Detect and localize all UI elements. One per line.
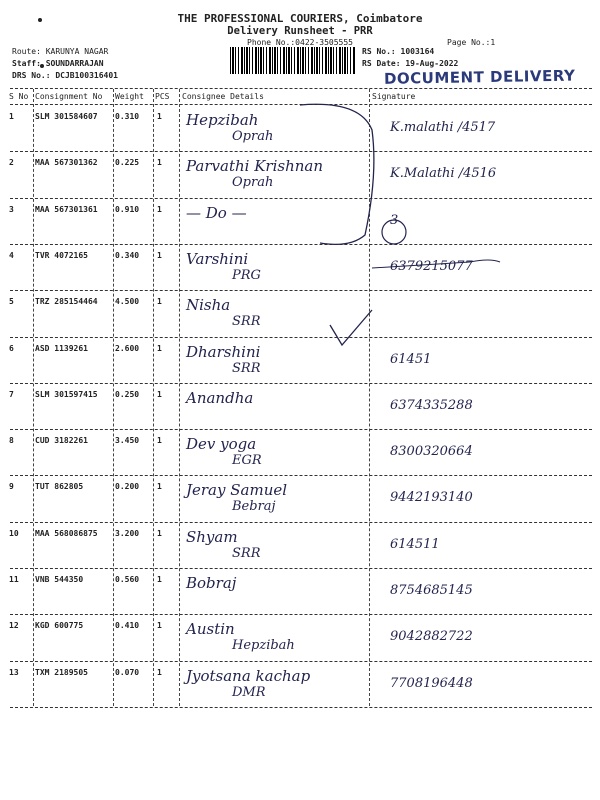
row-sno: 1 <box>9 112 14 121</box>
signature-handwritten: 3 <box>390 212 399 228</box>
pcs-value: 1 <box>157 250 162 260</box>
col-header-consignee: Consignee Details <box>182 92 264 101</box>
pcs-value: 1 <box>157 158 162 168</box>
row-sno: 13 <box>9 667 19 677</box>
consignee-name-handwritten: Austin <box>186 620 235 639</box>
consignee-branch-handwritten: SRR <box>232 314 261 330</box>
drs-number: DRS No.: DCJB100316401 <box>12 71 118 80</box>
consignee-branch-handwritten: Oprah <box>232 129 274 144</box>
col-header-pcs: PCS <box>155 92 170 101</box>
consignee-name-handwritten: Anandha <box>186 388 254 407</box>
consignee-branch-handwritten: PRG <box>232 267 261 283</box>
weight-value: 3.450 <box>115 436 140 446</box>
consignee-branch-handwritten: SRR <box>232 545 261 561</box>
col-header-consignment: Consignment No <box>35 92 103 101</box>
consignment-number: TUT 862805 <box>35 482 84 492</box>
weight-value: 0.410 <box>115 621 140 631</box>
consignment-number: ASD 1139261 <box>35 343 88 353</box>
consignee-name-handwritten: Nisha <box>186 296 231 315</box>
pcs-value: 1 <box>157 667 162 677</box>
consignee-branch-handwritten: EGR <box>232 453 262 469</box>
consignee-name-handwritten: Shyam <box>186 527 238 546</box>
weight-value: 0.225 <box>115 158 140 168</box>
row-sno: 11 <box>9 575 19 584</box>
signature-handwritten: K.malathi /4517 <box>390 120 496 135</box>
signature-handwritten: K.Malathi /4516 <box>390 166 497 182</box>
col-header-weight: Weight <box>115 92 144 101</box>
col-header-sno: S No <box>9 92 29 101</box>
signature-handwritten: 614511 <box>390 536 440 552</box>
weight-value: 0.310 <box>115 112 140 121</box>
signature-handwritten: 9442193140 <box>390 490 473 506</box>
consignee-name-handwritten: Hepzibah <box>186 111 259 129</box>
pcs-value: 1 <box>157 297 162 307</box>
weight-value: 3.200 <box>115 528 140 538</box>
route-label: Route: KARUNYA NAGAR <box>12 47 109 56</box>
document-delivery-stamp: DOCUMENT DELIVERY <box>383 66 576 88</box>
consignee-name-handwritten: Parvathi Krishnan <box>186 157 323 176</box>
row-sno: 5 <box>9 297 14 307</box>
consignment-number: MAA 567301362 <box>35 158 98 168</box>
consignment-number: TVR 4072165 <box>35 250 88 260</box>
consignee-branch-handwritten: Bebraj <box>232 499 276 515</box>
row-sno: 2 <box>9 158 14 168</box>
pcs-value: 1 <box>157 575 162 584</box>
pcs-value: 1 <box>157 389 162 399</box>
weight-value: 2.600 <box>115 343 140 353</box>
consignment-number: KGD 600775 <box>35 621 84 631</box>
row-sno: 7 <box>9 389 14 399</box>
signature-handwritten: 8300320664 <box>390 444 473 460</box>
pcs-value: 1 <box>157 204 162 214</box>
weight-value: 0.070 <box>115 667 140 677</box>
consignee-branch-handwritten: SRR <box>232 360 261 376</box>
pcs-value: 1 <box>157 343 162 353</box>
row-sno: 8 <box>9 436 14 446</box>
page-number: Page No.:1 <box>447 38 496 47</box>
signature-handwritten: 6379215077 <box>390 258 473 274</box>
consignment-number: SLM 301597415 <box>35 389 98 399</box>
consignee-name-handwritten: Varshini <box>186 249 249 268</box>
consignee-name-handwritten: Jeray Samuel <box>186 481 288 500</box>
row-sno: 3 <box>9 204 14 214</box>
pcs-value: 1 <box>157 112 162 121</box>
consignee-name-handwritten: Dev yoga <box>186 435 257 454</box>
signature-handwritten: 8754685145 <box>390 583 473 598</box>
staff-label: Staff: SOUNDARRAJAN <box>12 59 104 68</box>
consignment-number: SLM 301584607 <box>35 112 98 121</box>
consignment-number: TRZ 285154464 <box>35 297 98 307</box>
weight-value: 0.340 <box>115 250 140 260</box>
weight-value: 0.250 <box>115 389 140 399</box>
consignee-name-handwritten: Jyotsana kachap <box>186 666 311 685</box>
signature-handwritten: 9042882722 <box>390 629 473 645</box>
signature-handwritten: 61451 <box>390 351 432 367</box>
weight-value: 0.910 <box>115 204 140 214</box>
consignment-number: VNB 544350 <box>35 575 84 584</box>
weight-value: 0.200 <box>115 482 140 492</box>
row-sno: 12 <box>9 621 19 631</box>
signature-handwritten: 6374335288 <box>390 397 473 413</box>
consignee-branch-handwritten: Oprah <box>232 175 274 191</box>
col-header-signature: Signature <box>372 92 416 101</box>
consignment-number: TXM 2189505 <box>35 667 88 677</box>
consignee-branch-handwritten: Hepzibah <box>232 638 295 654</box>
row-sno: 6 <box>9 343 14 353</box>
row-sno: 4 <box>9 250 14 260</box>
consignee-name-handwritten: Dharshini <box>186 342 261 361</box>
consignment-number: CUD 3182261 <box>35 436 88 446</box>
phone-number: Phone No.:0422-3505555 <box>247 38 353 47</box>
row-sno: 10 <box>9 528 19 538</box>
row-sno: 9 <box>9 482 14 492</box>
consignment-number: MAA 567301361 <box>35 204 98 214</box>
runsheet-subtitle: Delivery Runsheet - PRR <box>227 25 373 37</box>
weight-value: 4.500 <box>115 297 140 307</box>
company-title: THE PROFESSIONAL COURIERS, Coimbatore <box>177 12 423 25</box>
rs-date: RS Date: 19-Aug-2022 <box>362 59 459 68</box>
pcs-value: 1 <box>157 436 162 446</box>
consignment-number: MAA 568086875 <box>35 528 98 538</box>
consignee-branch-handwritten: DMR <box>232 684 266 700</box>
pcs-value: 1 <box>157 621 162 631</box>
pcs-value: 1 <box>157 528 162 538</box>
weight-value: 0.560 <box>115 575 140 584</box>
signature-handwritten: 7708196448 <box>390 675 473 691</box>
consignee-name-handwritten: Bobraj <box>186 574 237 592</box>
rs-number: RS No.: 1003164 <box>362 47 435 56</box>
consignee-name-handwritten: — Do — <box>186 203 247 222</box>
pcs-value: 1 <box>157 482 162 492</box>
